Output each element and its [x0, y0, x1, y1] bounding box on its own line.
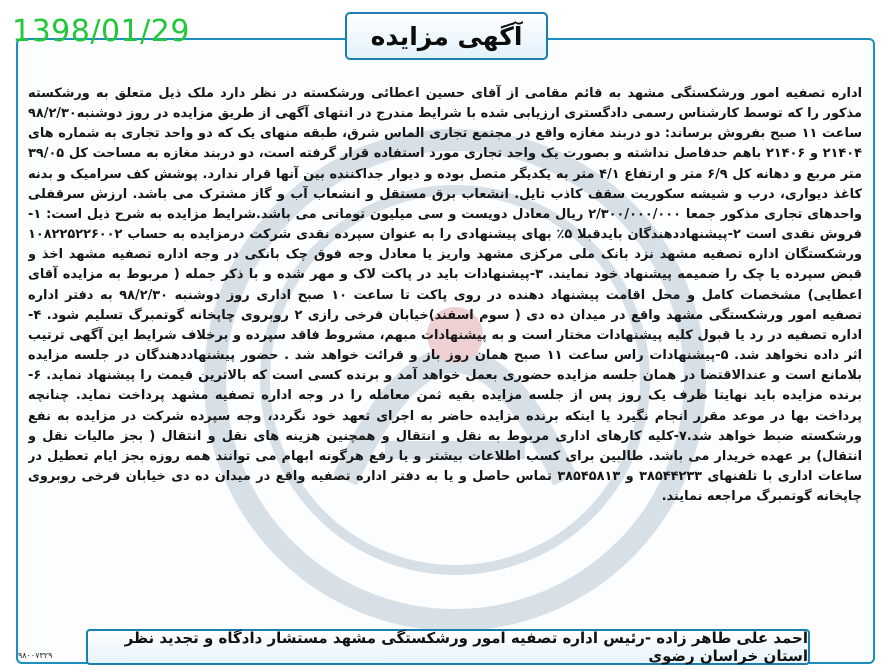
date-stamp: 1398/01/29: [12, 14, 190, 49]
ad-code: ۹۸۰۰۷۳۲۹: [18, 651, 53, 660]
notice-title: آگهی مزایده: [345, 12, 548, 60]
notice-body: اداره تصفیه امور ورشکستگی مشهد به قائم مقامی از آقای حسین اعطائی ورشکسته در نظر دارد ملک ذیل متعلق به ورشکسته مذکور را که توسط کارشناس رسمی دادگستری ارزیابی شده با شرایط مندرج در انتهای آگهی از طریق مزایده در روز دوشنبه۹۸/۲/۳۰ ساعت ۱۱ صبح بفروش برساند: دو دربند مغازه واقع در مجتمع تجاری الماس شرق، طبقه منهای یک که دو واحد تجاری به شماره های ۲۱۴۰۴ و ۲۱۴۰۶ باهم حدفاصل نداشته و بصورت یک واحد تجاری مورد استفاده قرار گرفته است، دو دربند مغازه به مساحت کل ۳۹/۰۵ متر مربع و دهانه کل ۶/۹ متر و ارتفاع ۴/۱ متر به یکدیگر متصل بوده و دیوار جداکننده بین آنها قرار ندارد. پوشش کف سرامیک و بدنه کاغذ دیواری، درب و شیشه سکوریت سقف کاذب تایل. انشعاب برق مستقل و انشعاب آب و گاز مشترک می باشد. ارزش سرقفلی واحدهای تجاری مذکور جمعا ۲/۳۰۰/۰۰۰/۰۰۰ ریال معادل دویست و سی میلیون تومانی می باشد.شرایط مزایده به شرح ذیل است: ۱- فروش نقدی است ۲-پیشنهاددهندگان بایدقبلا ۵٪ بهای پیشنهادی را به عنوان سپرده نقدی شرکت درمزایده به حساب ۱۰۸۲۲۵۲۲۶۰۰۲ ورشکستگان اداره تصفیه مشهد نزد بانک ملی مرکزی مشهد واریز یا معادل وجه فوق چک بانکی در وجه اداره تصفیه مشهد اخذ و قبض سپرده یا چک را ضمیمه پیشنهاد خود نمایند. ۳-پیشنهادات باید در پاکت لاک و مهر شده و با ذکر جمله ( مربوط به مزایده آقای اعطایی) مشخصات کامل و محل اقامت پیشنهاد دهنده در روی پاکت تا ساعت ۱۰ صبح اداری روز دوشنبه ۹۸/۲/۳۰ به دفتر اداره تصفیه امور ورشکستگی مشهد واقع در میدان ده دی ( سوم اسفند)خیابان فرخی رازی ۲ روبروی چاپخانه گوتمبرگ تسلیم شود. ۴-اداره تصفیه در رد یا قبول کلیه پیشنهادات مختار است و به پیشنهادات مبهم، مشروط فاقد سپرده و برخلاف شرایط این آگهی ترتیب اثر داده نخواهد شد. ۵-پیشنهادات راس ساعت ۱۱ صبح همان روز باز و قرائت خواهد شد . حضور پیشنهاددهندگان در جلسه مزایده بلامانع است و عندالاقتضا در همان جلسه مزایده حضوری بعمل خواهد آمد و برنده کسی است که بالاترین قیمت را پیشنهاد نماید. ۶-برنده مزایده باید نهایتا ظرف یک روز پس از جلسه مزایده بقیه ثمن معامله را در وجه اداره تصفیه مشهد پرداخت نماید. چنانچه پرداخت بها در موعد مقرر انجام نگیرد یا اینکه برنده مزایده حاضر به اجرای تعهد خود نگردد، وجه سپرده شرکت در مزایده به نفع ورشکسته ضبط خواهد شد.۷-کلیه کارهای اداری مربوط به نقل و انتقال و همچنین هزینه های نقل و انتقال ( بجز مالیات نقل و انتقال) بر عهده خریدار می باشد. طالبین برای کسب اطلاعات بیشتر و یا رفع هرگونه ابهام می توانند همه روزه بجز ایام تعطیل در ساعات اداری با تلفنهای ۳۸۵۴۴۲۳۳ و ۳۸۵۴۵۸۱۳ تماس حاصل و یا به دفتر اداره تصفیه واقع در میدان ده دی خیابان فرخی روبروی چاپخانه گوتمبرگ مراجعه نمایند.: [28, 86, 862, 505]
signature-footer: احمد علی طاهر زاده -رئیس اداره تصفیه امور ورشکستگی مشهد مستشار دادگاه و تجدید نظر استان خراسان رضوی: [86, 629, 810, 665]
